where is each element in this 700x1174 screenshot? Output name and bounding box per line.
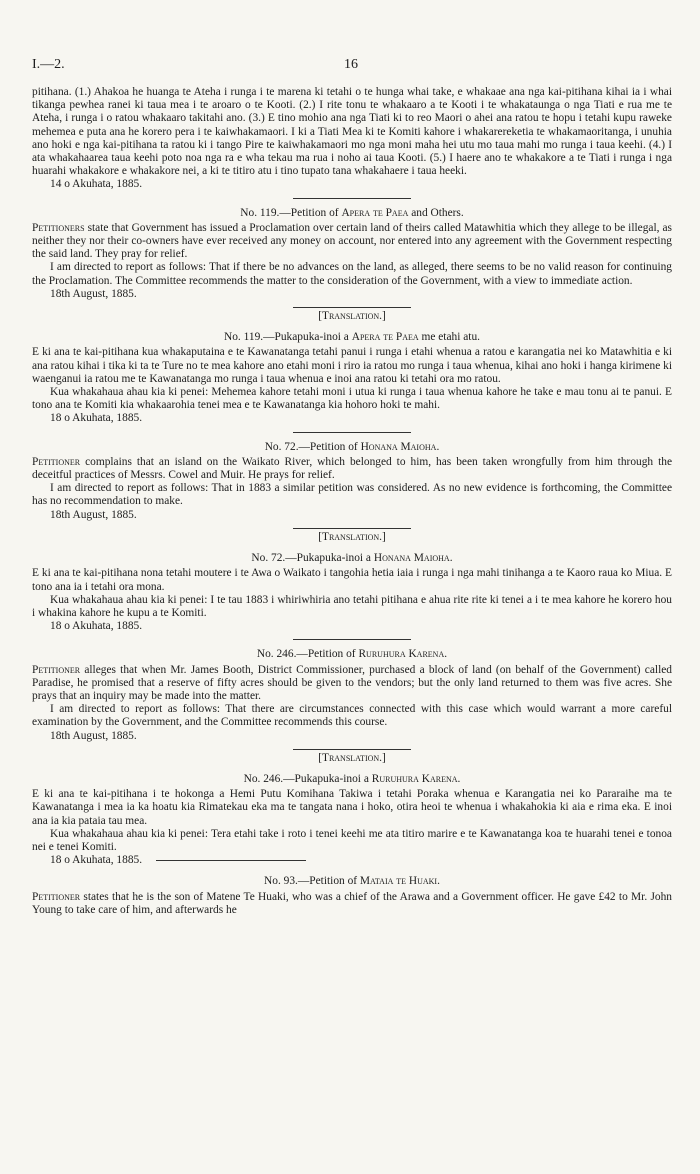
petition-119 <box>32 198 672 426</box>
petition-lead: Petitioners <box>32 221 85 234</box>
petition-72 <box>32 432 672 634</box>
translation-report: Kua whakahaua ahau kia ki penei: I te tau 1883 i whiriwhiria ano tetahi pitihana e ahua rite rite ki tenei a i te mea kahore he korero hou i whakina kahore he kupu a te Komiti. <box>32 593 672 619</box>
translation-report: Kua whakahaua ahau kia ki penei: Mehemea kahore tetahi moni i utua ki runga i taua whenua kahore he take e mau tonu ai te panui. E tono ana te Komiti kia whakaarohia tenei mea e te Kawanatanga kia hohoro hoki te mahi. <box>32 386 672 412</box>
translation-label: [Translation.] <box>318 751 386 764</box>
translation-date: 18 o Akuhata, 1885. <box>50 412 143 425</box>
title-prefix: No. 119.—Pukapuka-inoi a <box>224 331 352 344</box>
report-date: 18th August, 1885. <box>50 508 137 521</box>
translation-date <box>50 854 672 867</box>
report-date: 18th August, 1885. <box>50 287 137 300</box>
petitioner-name: Ruruhura Karena <box>371 772 458 785</box>
title-suffix: . <box>437 875 440 888</box>
petition-text: complains that an island on the Waikato River, which belonged to him, has been taken wrongfully from him through the deceitful practices of Messrs. Cowel and Muir. He prays for relief. <box>32 455 672 482</box>
petition-lead: Petitioner <box>32 455 81 468</box>
section-rule <box>293 198 411 199</box>
title-suffix: . <box>444 648 448 661</box>
title-prefix: No. 246.—Pukapuka-inoi a <box>243 772 372 785</box>
petitioner-name: Honana Maioha <box>360 440 437 453</box>
translation-date: 18 o Akuhata, 1885. <box>50 620 143 633</box>
translation-label: [Translation.] <box>318 530 386 543</box>
petition-lead: Petitioner <box>32 890 81 903</box>
petition-text: state that Government has issued a Proclamation over certain land of theirs called Matawhitia which they allege to be illegal, as neither they nor their co-owners have ever received any money on account, nor entered into any agreement with the Government respecting the said land. They pray for relief. <box>32 221 672 261</box>
petition-text: states that he is the son of Matene Te Huaki, who was a chief of the Arawa and a Government officer. He gave £42 to Mr. John Young to take care of him, and afterwards he <box>32 890 672 916</box>
page-header <box>32 58 670 74</box>
petition-93 <box>32 875 672 917</box>
title-suffix: . <box>457 772 461 785</box>
petition-title <box>32 441 672 454</box>
section-rule <box>293 307 411 308</box>
committee-report: I am directed to report as follows: That in 1883 a similar petition was considered. As no new evidence is forthcoming, the Committee has no recommendation to make. <box>32 482 672 508</box>
title-prefix: No. 72.—Pukapuka-inoi a <box>251 552 374 565</box>
petition-title <box>32 875 672 888</box>
report-date: 18th August, 1885. <box>50 729 137 742</box>
section-rule <box>293 639 411 640</box>
title-prefix: No. 72.—Petition of <box>264 440 361 453</box>
title-suffix: . <box>436 440 440 453</box>
title-suffix: . <box>449 552 453 565</box>
paper-reference: I.—2. <box>32 57 65 72</box>
page-number: 16 <box>344 57 358 72</box>
translation-report: Kua whakahaua ahau kia ki penei: Tera etahi take i roto i tenei keehi me ata titiro marire e te Kawanatanga koa te huarahi tenei e tonoa nei e tenei Komiti. <box>32 827 672 853</box>
committee-report: I am directed to report as follows: That if there be no advances on the land, as alleged, there seems to be no valid reason for continuing the Proclamation. The Committee recommends the matter to the consideration of the Government, with a view to immediate action. <box>32 261 672 287</box>
title-prefix: No. 246.—Petition of <box>256 648 359 661</box>
title-suffix: me etahi atu. <box>418 331 480 344</box>
section-rule <box>293 528 411 529</box>
petition-title <box>32 207 672 220</box>
petition-body <box>32 222 672 262</box>
title-suffix: and Others. <box>408 206 464 219</box>
continuation-paragraph: pitihana. (1.) Ahakoa he huanga te Ateha i runga i te marena ki tetahi o te hunga whai take, e whakaae ana nga kai-pitihana kihai ia i whai tikanga pewhea ranei ki taua mea i te aroaro o te Kooti. (2.) I rite tonu te whakaaro a te Kooti i te whakataunga o nga Tiati e rua me te Ateha, i runga i o ratou whakaaro takitahi ano. (3.) E tino mohio ana nga Tiati ki to reo Maori o ahei ana ratou te hopu i tetahi kupu raweke mehemea e puta ana he korero pera i te kaiwhakamaori. I ki a Tiati Mea ki te Komiti kahore i whakarereketia te whakamaoritanga, i unuhia ano hoki e nga kai-pitihana ta ratou ki i tango Pire te kaiwhakamaori mo nga moni maha hei utu mo taua mahi mo runga i taua keehi. (4.) I ata whakahaarea taua keehi poto noa nga ra e wha tekau ma rua i noho ai taua Kooti. (5.) I haere ano te whakakore a te Tiati i runga i nga huarahi whakakore e whakakore nei, a ki te titiro atu i tino tupato tana whakahaere i taua heeki. <box>32 86 672 178</box>
title-prefix: No. 93.—Petition of <box>264 875 360 888</box>
translation-body: E ki ana te kai-pitihana i te hokonga a Hemi Putu Komihana Takiwa i tetahi Poraka whenua e Karangatia nei ko Pararaihe ma te Kawanatanga i mea ia ka hoatu kia Rimatekau eka ma te tangata nana i hoko, otira heoi te whenua i whakahokia ki aia e rima eka. E inoi ana ia kia pataia tau mea. <box>32 788 672 827</box>
petitioner-name: Honana Maioha <box>373 552 450 565</box>
title-prefix: No. 119.—Petition of <box>240 206 342 219</box>
section-rule <box>156 860 306 861</box>
petition-body <box>32 891 672 917</box>
translation-title <box>32 552 672 565</box>
petition-title <box>32 648 672 661</box>
petition-body <box>32 456 672 482</box>
petitioner-name: Apera te Paea <box>351 331 419 344</box>
petitioner-name: Mataia te Huaki <box>359 875 438 888</box>
petition-lead: Petitioner <box>32 663 81 676</box>
committee-report: I am directed to report as follows: That there are circumstances connected with this case which would warrant a more careful examination by the Government, and the Committee recommends this course. <box>32 703 672 729</box>
section-rule <box>293 432 411 433</box>
petition-text: alleges that when Mr. James Booth, District Commissioner, purchased a block of land (on behalf of the Government) called Paradise, he promised that a reserve of fifty acres should be given to the vendors; but the only land returned to them was five acres. She prays that an inquiry may be made into the matter. <box>32 663 672 702</box>
page-body <box>32 86 672 917</box>
translation-title <box>32 773 672 786</box>
translation-label: [Translation.] <box>318 310 386 323</box>
translation-body: E ki ana te kai-pitihana nona tetahi moutere i te Awa o Waikato i tangohia hetia iaia i runga i nga mahi tinihanga a te Kaoro raua ko Miua. E tono ana ia i tetahi ora mona. <box>32 567 672 593</box>
translation-body: E ki ana te kai-pitihana kua whakaputaina e te Kawanatanga tetahi panui i runga i etahi whenua a ratou e karangatia nei ko Matawhitia e ki ana ratou kihai i tika ki ta te Ture no te mea kahore ano etahi moni i riro ia ratou mo runga i taua whenua, kihai ano hoki i hanga kirimene ki waenganui ia ratou me te Kawanatanga mo runga i taua whenua e inoi ana ratou ki tetahi ora mo ratou. <box>32 346 672 385</box>
translation-title <box>32 331 672 344</box>
continuation-date: 14 o Akuhata, 1885. <box>50 178 143 191</box>
petitioner-name: Ruruhura Karena <box>358 648 445 661</box>
petition-246 <box>32 639 672 867</box>
petitioner-name: Apera te Paea <box>341 206 409 219</box>
petition-body <box>32 664 672 704</box>
date-text: 18 o Akuhata, 1885. <box>50 854 143 867</box>
section-rule <box>293 749 411 750</box>
